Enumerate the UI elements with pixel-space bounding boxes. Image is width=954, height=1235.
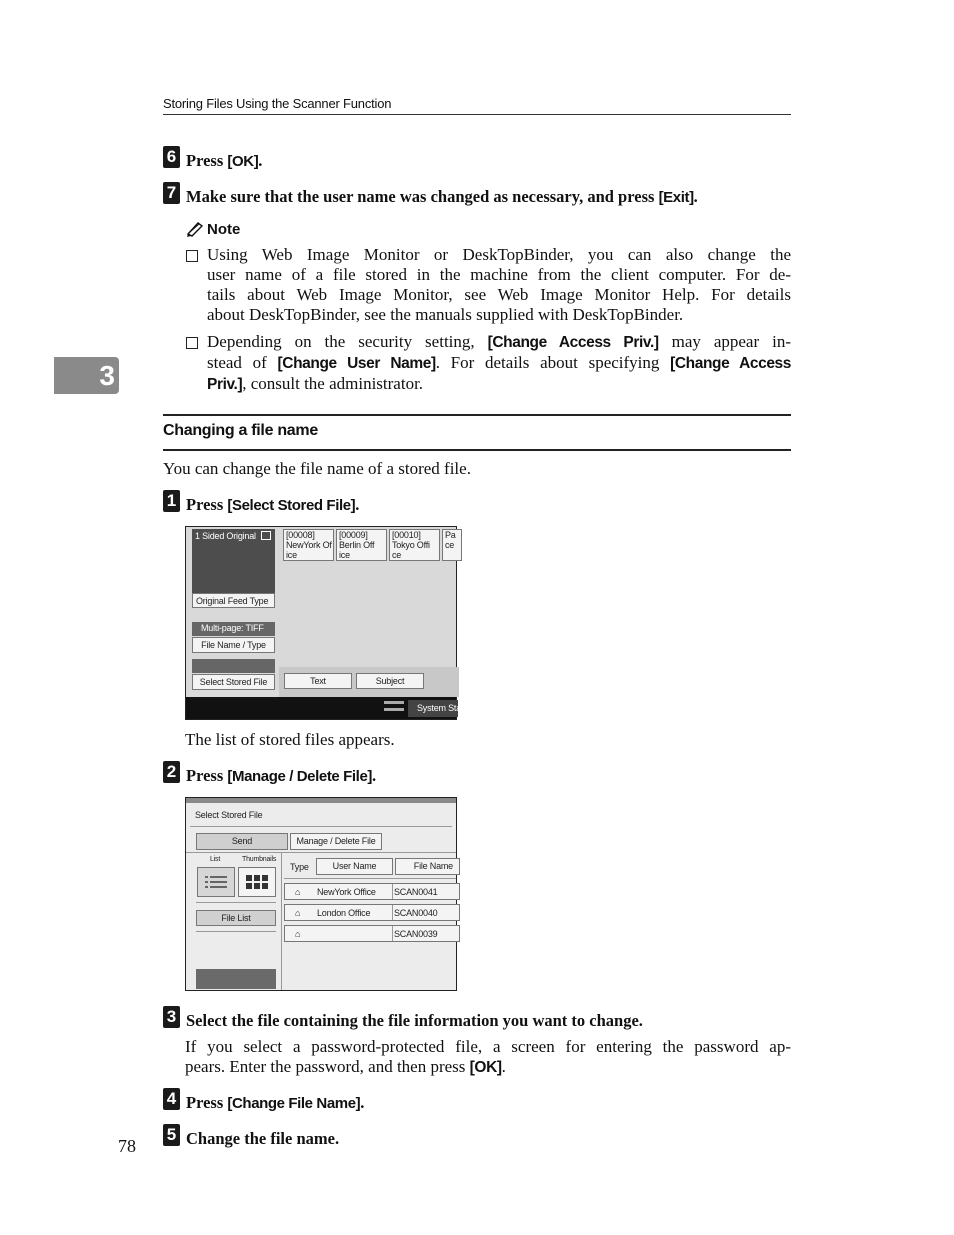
key-priv: Priv.] [207, 376, 243, 393]
text: , consult the administrator. [242, 374, 424, 393]
scanner-lock-icon: ⌂ [295, 887, 301, 897]
step-7-suffix: . [693, 187, 698, 206]
text: . For details about specifying [435, 353, 671, 372]
original-label: 1 Sided Original [195, 531, 256, 541]
step-4-key: [Change File Name] [227, 1095, 361, 1112]
row-file-name: SCAN0039 [394, 929, 438, 939]
step-number-6: 6 [163, 146, 180, 168]
file-name-type-button[interactable]: File Name / Type [192, 637, 275, 653]
step-number-3: 3 [163, 1006, 180, 1028]
original-panel [192, 529, 275, 593]
note-bullet-box [186, 337, 198, 349]
note-2-line-2 [207, 353, 791, 374]
stored-file-tile[interactable] [389, 529, 440, 561]
step-7-prefix: Make sure that the user name was changed as necessary, and press [186, 187, 659, 206]
chapter-tab: 3 [54, 357, 119, 394]
step-3-text: Select the file containing the file information you want to change. [186, 1011, 643, 1030]
stored-file-tile[interactable] [336, 529, 387, 561]
section-rule-top [163, 414, 791, 416]
step-number-2: 2 [163, 761, 180, 783]
top-bar [186, 798, 456, 803]
step-7-key: [Exit] [658, 189, 694, 206]
step-6-key: [OK] [227, 153, 259, 170]
text: stead of [207, 353, 278, 372]
step-number-7: 7 [163, 182, 180, 204]
text-button[interactable]: Text [284, 673, 352, 689]
step-4-prefix: Press [186, 1093, 228, 1112]
indicator-icon [384, 701, 404, 704]
note-1-line-2: user name of a file stored in the machine from the client computer. For de- [207, 265, 791, 284]
row-user-name: NewYork Office [317, 887, 376, 897]
pencil-icon [186, 221, 204, 237]
divider [190, 826, 452, 827]
user-name-sort-button[interactable]: User Name [316, 858, 393, 875]
thumbnails-view-label: Thumbnails [242, 856, 277, 863]
stored-file-tile[interactable] [283, 529, 334, 561]
text: pears. Enter the password, and then press [185, 1057, 470, 1076]
divider [186, 852, 456, 853]
tile-line-2: ice [286, 550, 297, 560]
key-ok: [OK] [469, 1059, 502, 1076]
note-1-line-1: Using Web Image Monitor or DeskTopBinder, you can also change the [207, 245, 791, 264]
step-3-line-2 [185, 1057, 791, 1078]
list-view-button[interactable] [197, 867, 235, 897]
send-tab[interactable]: Send [196, 833, 288, 850]
row-file-name: SCAN0041 [394, 887, 438, 897]
section-title: Changing a file name [163, 422, 318, 439]
divider [196, 931, 276, 932]
status-bar [186, 697, 464, 719]
tile-line-1: Berlin Off [339, 540, 375, 550]
table-row[interactable] [284, 925, 460, 942]
tile-id: [00008] [286, 530, 315, 540]
file-name-sort-button[interactable]: File Name [395, 858, 460, 875]
tile-id: [00009] [339, 530, 368, 540]
note-item-1 [207, 245, 791, 325]
note-bullet-box [186, 250, 198, 262]
note-2-line-3 [207, 374, 791, 395]
stored-file-tile[interactable] [442, 529, 462, 561]
running-header: Storing Files Using the Scanner Function [163, 96, 392, 111]
select-stored-file-button[interactable]: Select Stored File [192, 674, 275, 690]
step-6-text [186, 151, 262, 171]
thumbnails-view-button[interactable] [238, 867, 276, 897]
text: Depending on the security setting, [207, 332, 488, 351]
step-number-1: 1 [163, 490, 180, 512]
step-1-key: [Select Stored File] [227, 497, 356, 514]
step-7-text [186, 187, 698, 207]
step-2-text [186, 766, 376, 786]
cell-divider [392, 926, 393, 941]
scanner-lock-icon: ⌂ [295, 929, 301, 939]
note-item-2 [207, 332, 791, 395]
tile-line-2: ce [445, 540, 455, 550]
step-4-suffix: . [360, 1093, 365, 1112]
key-change-user: [Change User Name] [277, 355, 436, 372]
file-list-button[interactable]: File List [196, 910, 276, 926]
feed-type-button[interactable]: Original Feed Type [192, 593, 275, 608]
step-6-suffix: . [258, 151, 263, 170]
type-column-label: Type [290, 862, 309, 872]
indicator-icon [384, 708, 404, 711]
table-row[interactable] [284, 883, 460, 900]
list-icon [205, 875, 227, 889]
step-6-prefix: Press [186, 151, 228, 170]
header-rule [163, 114, 791, 115]
step-3-line-1: If you select a password-protected file, a screen for entering the password ap- [185, 1037, 791, 1056]
divider [284, 878, 456, 879]
screen-title: Select Stored File [195, 810, 263, 820]
tile-line-2: ce [392, 550, 402, 560]
dark-panel [196, 969, 276, 989]
cell-divider [392, 905, 393, 920]
scanner-screen-1 [185, 526, 464, 720]
step-1-suffix: . [355, 495, 360, 514]
manage-delete-file-tab[interactable]: Manage / Delete File [290, 833, 382, 850]
note-2-line-1 [207, 332, 791, 353]
step-2-prefix: Press [186, 766, 228, 785]
table-row[interactable] [284, 904, 460, 921]
row-user-name: London Office [317, 908, 371, 918]
thumbnails-icon [246, 875, 268, 889]
step-1-text [186, 495, 359, 515]
text: may appear in- [658, 332, 791, 351]
scanner-lock-icon: ⌂ [295, 908, 301, 918]
subject-button[interactable]: Subject [356, 673, 424, 689]
tile-id: [00010] [392, 530, 421, 540]
tile-line-1: Pa [445, 530, 456, 540]
step-1-prefix: Press [186, 495, 228, 514]
text: . [501, 1057, 506, 1076]
cell-divider [392, 884, 393, 899]
dark-bar [192, 659, 275, 673]
scanner-screen-2 [185, 797, 457, 991]
row-file-name: SCAN0040 [394, 908, 438, 918]
note-1-line-3: tails about Web Image Monitor, see Web Image Monitor Help. For details [207, 285, 791, 304]
tile-line-1: NewYork Of [286, 540, 332, 550]
key-change-access: [Change Access Priv.] [487, 334, 659, 351]
list-view-label: List [210, 856, 221, 863]
step-number-5: 5 [163, 1124, 180, 1146]
column-divider [281, 853, 282, 990]
step-5-text: Change the file name. [186, 1129, 340, 1148]
page-number: 78 [118, 1136, 136, 1156]
key-change-access: [Change Access [670, 355, 791, 372]
original-icon [261, 531, 271, 540]
step-4-text [186, 1093, 364, 1113]
step-3-body [185, 1037, 791, 1078]
section-rule-bottom [163, 449, 791, 451]
step-number-4: 4 [163, 1088, 180, 1110]
step-2-key: [Manage / Delete File] [227, 768, 372, 785]
section-intro: You can change the file name of a stored file. [163, 459, 471, 478]
step-1-result: The list of stored files appears. [185, 730, 395, 749]
note-title: Note [207, 221, 241, 238]
multipage-bar [192, 622, 275, 636]
tile-line-2: ice [339, 550, 350, 560]
system-status-button[interactable]: System Stat [408, 700, 458, 717]
step-2-suffix: . [371, 766, 377, 785]
divider [196, 902, 276, 903]
tile-line-1: Tokyo Offi [392, 540, 430, 550]
note-1-line-4: about DeskTopBinder, see the manuals supplied with DeskTopBinder. [207, 305, 684, 324]
multipage-label: Multi-page: TIFF [201, 623, 264, 633]
